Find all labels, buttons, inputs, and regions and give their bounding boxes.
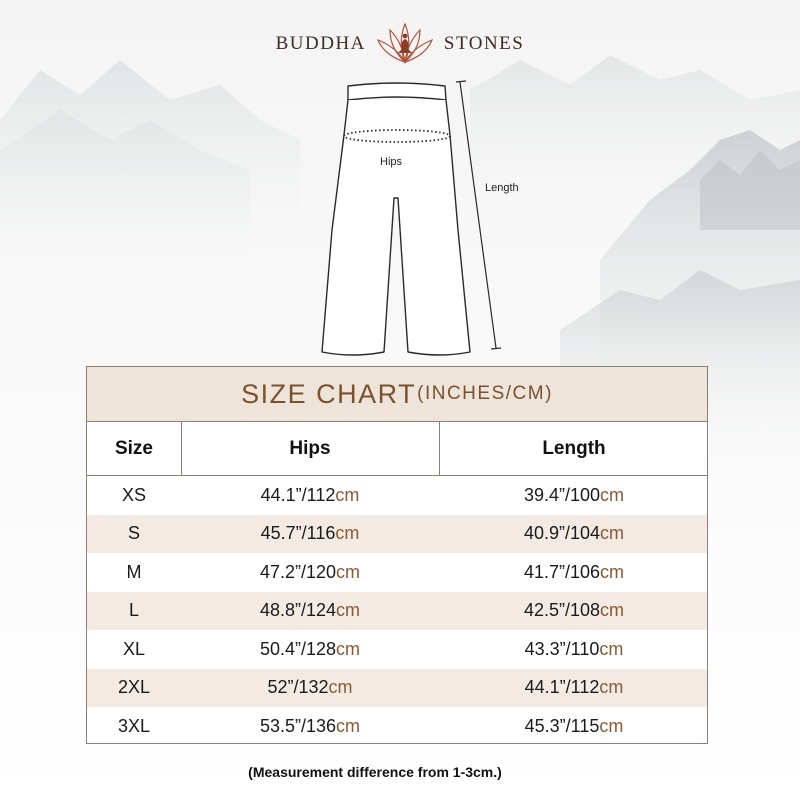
cm-unit: cm — [336, 561, 361, 582]
size-cell: S — [127, 523, 140, 544]
cm-unit: cm — [599, 638, 624, 659]
brand-left-word: BUDDHA — [275, 33, 366, 54]
length-cm-value: /106 — [564, 561, 601, 582]
table-row — [87, 515, 707, 554]
size-chart-title-main: SIZE CHART — [241, 378, 417, 409]
length-cell — [439, 476, 709, 515]
cm-unit: cm — [600, 523, 625, 544]
hips-cm-value: /116 — [301, 523, 336, 544]
hips-inches: 48.8” — [259, 600, 301, 621]
length-cell — [439, 553, 709, 592]
table-row — [87, 592, 707, 631]
size-cell: XL — [122, 638, 146, 659]
brand-header — [0, 22, 800, 66]
hips-inches: 44.1” — [260, 484, 302, 505]
size-cell: 3XL — [117, 715, 151, 736]
length-cell — [439, 707, 709, 746]
cm-unit: cm — [599, 715, 624, 736]
measurement-footnote: (Measurement difference from 1-3cm.) — [248, 764, 502, 780]
hips-cm-value: /128 — [300, 638, 337, 659]
length-cm-value: /108 — [564, 600, 601, 621]
length-cell — [439, 630, 709, 669]
size-chart-title-units: (INCHES/CM) — [417, 383, 553, 404]
header-length: Length — [542, 437, 606, 459]
hips-cell — [181, 707, 439, 746]
size-chart-table — [86, 366, 708, 744]
cm-unit: cm — [336, 715, 361, 736]
length-inches: 43.3” — [524, 638, 566, 659]
hips-cm-value: /112 — [301, 484, 336, 505]
length-cell — [439, 515, 709, 554]
length-cell — [439, 669, 709, 708]
length-cell — [439, 592, 709, 631]
cm-unit: cm — [336, 600, 361, 621]
length-cm-value: /110 — [565, 638, 600, 659]
cm-unit: cm — [600, 561, 625, 582]
hips-inches: 47.2” — [259, 561, 301, 582]
hips-inches: 52” — [267, 677, 294, 698]
size-cell: 2XL — [117, 677, 151, 698]
header-size: Size — [114, 437, 154, 459]
cm-unit: cm — [336, 638, 361, 659]
length-inches: 40.9” — [523, 523, 565, 544]
table-row — [87, 707, 707, 746]
cm-unit: cm — [335, 484, 360, 505]
length-inches: 42.5” — [523, 600, 565, 621]
cm-unit: cm — [328, 677, 353, 698]
table-row — [87, 476, 707, 515]
hips-cell — [181, 630, 439, 669]
hips-inches: 45.7” — [260, 523, 302, 544]
cm-unit: cm — [600, 484, 625, 505]
table-row — [87, 630, 707, 669]
length-inches: 45.3” — [524, 715, 566, 736]
hips-inches: 50.4” — [259, 638, 301, 659]
table-row — [87, 553, 707, 592]
size-cell: XS — [121, 484, 146, 505]
length-inches: 44.1” — [524, 677, 566, 698]
hips-cm-value: /132 — [293, 677, 329, 698]
length-inches: 41.7” — [523, 561, 565, 582]
hips-cell — [181, 553, 439, 592]
hips-cell — [181, 515, 439, 554]
pants-measurement-diagram — [300, 70, 540, 370]
lotus-meditation-icon — [372, 22, 438, 66]
header-hips: Hips — [289, 437, 331, 459]
table-row — [87, 669, 707, 708]
hips-cm-value: /124 — [300, 600, 337, 621]
length-cm-value: /112 — [565, 677, 600, 698]
hips-cell — [181, 669, 439, 708]
cm-unit: cm — [335, 523, 360, 544]
size-cell: L — [128, 600, 139, 621]
hips-cell — [181, 476, 439, 515]
brand-right-word: STONES — [443, 33, 525, 54]
hips-inches: 53.5” — [259, 715, 301, 736]
hips-cm-value: /136 — [300, 715, 337, 736]
hips-cm-value: /120 — [300, 561, 337, 582]
table-header-row — [87, 422, 707, 476]
length-cm-value: /100 — [564, 484, 601, 505]
size-cell: M — [126, 561, 142, 582]
hips-label: Hips — [380, 156, 403, 168]
hips-cell — [181, 592, 439, 631]
length-cm-value: /104 — [564, 523, 601, 544]
length-inches: 39.4” — [523, 484, 565, 505]
size-chart-title — [87, 367, 707, 422]
cm-unit: cm — [600, 600, 625, 621]
cm-unit: cm — [599, 677, 624, 698]
length-cm-value: /115 — [565, 715, 600, 736]
length-label: Length — [485, 182, 519, 194]
